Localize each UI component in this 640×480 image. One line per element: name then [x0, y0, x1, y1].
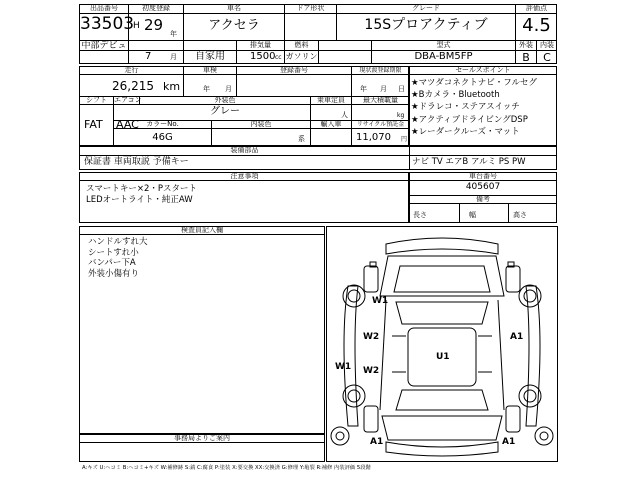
inspection-month-unit: 月 — [225, 85, 232, 93]
trunk — [382, 416, 502, 440]
int-color-unit: 系 — [298, 135, 305, 143]
displacement-label: 排気量 — [250, 41, 271, 49]
capacity-unit: 人 — [341, 111, 348, 119]
recycle-expiry-label: 現状渡登録期限 — [359, 67, 402, 74]
expiry-month-unit: 月 — [380, 85, 387, 93]
door-label: ドア形状 — [296, 4, 325, 12]
shift-value: FAT — [84, 118, 103, 131]
private-use: 自家用 — [195, 51, 225, 62]
mileage-unit: km — [163, 80, 181, 93]
damage-mark-w2-left: W2 — [363, 332, 380, 342]
inspector-label: 検査員記入欄 — [181, 226, 223, 234]
expiry-year-unit: 年 — [360, 85, 367, 93]
inspector-notes — [88, 237, 148, 279]
length-label: 長さ — [413, 211, 427, 219]
exterior-score: B — [522, 51, 530, 64]
car-name-label: 車名 — [227, 4, 241, 12]
front-bumper — [386, 238, 498, 254]
inspector-note-line: ハンドルすれ大 — [88, 237, 148, 247]
expiry-day-unit: 日 — [398, 85, 405, 93]
grade-label: グレード — [412, 4, 440, 12]
damage-mark-w1-left: W1 — [335, 362, 352, 372]
lot-label: 出品番号 — [90, 4, 118, 12]
damage-mark-u1-center: U1 — [436, 352, 450, 362]
sales-points-list — [411, 77, 557, 138]
sales-point-item: ★マツダコネクトナビ・フルセグ — [411, 78, 537, 88]
chassis-number: 405607 — [465, 182, 501, 192]
damage-mark-a1-bottom-right: A1 — [502, 437, 516, 447]
sales-points-label: セールスポイント — [455, 66, 511, 74]
damage-mark-a1-bottom-left: A1 — [370, 437, 384, 447]
width-label: 幅 — [469, 211, 476, 219]
ac-value: AAC — [116, 118, 139, 131]
color-no-label: カラーNo. — [146, 120, 179, 128]
debut-text: 中部デビュ — [81, 41, 127, 51]
lot-number: 33503 — [80, 14, 135, 34]
front-left-wheel — [364, 266, 378, 292]
reg-number-label: 登録番号 — [280, 66, 308, 74]
sales-point-item: ★ドラレコ・ステアスイッチ — [411, 102, 520, 113]
front-right-wheel — [506, 266, 520, 292]
recycle-fee-unit: 円 — [401, 136, 408, 143]
inspection-label: 車検 — [203, 66, 217, 74]
rear-right-wheel — [506, 406, 520, 432]
height-label: 高さ — [513, 211, 527, 219]
damage-mark-a1-right: A1 — [510, 332, 524, 342]
special-note-line: LEDオートライト・純正AW — [86, 195, 193, 205]
sales-point-item: ★Bカメラ・Bluetooth — [411, 90, 500, 101]
interior-label: 内装 — [540, 41, 554, 49]
damage-mark-w1-top: W1 — [372, 296, 389, 306]
mileage-value: 26,215 — [112, 79, 154, 93]
first-reg-label: 初度登録 — [142, 4, 170, 12]
inspection-year-unit: 年 — [203, 85, 210, 93]
first-reg-month: 7 — [145, 51, 152, 62]
fuel-value: ガソリン — [285, 52, 318, 61]
sales-point-item: ★アクティブドライビングDSP — [411, 114, 528, 125]
month-unit: 月 — [170, 53, 177, 61]
special-notes-label: 注意事項 — [230, 172, 259, 180]
max-load-label: 最大積載量 — [363, 96, 398, 104]
inspector-note-line: 外装小傷有り — [88, 268, 140, 279]
interior-score: C — [543, 51, 551, 64]
mileage-label: 走行 — [124, 66, 139, 74]
import-label: 輸入車 — [320, 120, 342, 128]
sales-point-item: ★レーダークルーズ・マット — [411, 126, 520, 137]
office-label: 事務局よりご案内 — [174, 434, 230, 442]
era-letter: H — [133, 21, 140, 31]
dims-label: 備考 — [476, 195, 490, 203]
score-label: 評価点 — [526, 4, 547, 12]
year-unit: 年 — [170, 30, 177, 38]
options-value: ナビ TV エアB アルミ PS PW — [412, 157, 526, 167]
int-color-label: 内装色 — [250, 120, 272, 128]
model-label: 型式 — [436, 41, 451, 49]
inspector-note-line: バンパー下A — [88, 258, 136, 268]
capacity-label: 乗車定員 — [317, 96, 345, 104]
model-value: DBA-BM5FP — [414, 51, 473, 62]
ac-label: エアコン — [114, 96, 142, 104]
grade-value: 15Sプロアクティブ — [364, 17, 488, 33]
fuel-label: 燃料 — [294, 41, 309, 49]
inspector-note-line: シートすれ小 — [88, 247, 139, 258]
car-damage-diagram — [326, 226, 558, 462]
load-unit: kg — [397, 112, 405, 119]
hood — [380, 256, 504, 296]
special-notes-text — [86, 184, 197, 206]
rear-left-wheel — [364, 406, 378, 432]
displacement-unit: cc — [275, 54, 282, 61]
chassis-label: 車台番号 — [469, 172, 497, 180]
left-rear-side-wheel — [343, 385, 365, 407]
bottom-right-wheel — [535, 427, 553, 445]
bottom-left-wheel — [331, 427, 349, 445]
shift-label: シフト — [86, 96, 107, 104]
first-reg-year: 29 — [144, 16, 164, 34]
recycle-fee-value: 11,070 — [356, 132, 391, 143]
color-no-value: 46G — [152, 132, 173, 143]
displacement-value: 1500 — [250, 51, 276, 62]
score-value: 4.5 — [522, 15, 551, 36]
windshield — [396, 302, 488, 324]
car-name: アクセラ — [208, 18, 260, 33]
exterior-label: 外装 — [519, 41, 533, 49]
color-value: グレー — [210, 106, 240, 117]
color-label: 外装色 — [214, 96, 236, 104]
equipment-value: 保証書 車両取説 予備キー — [84, 157, 189, 167]
rear-bumper — [386, 442, 498, 456]
recycle-fee-label: リサイクル預託金 — [356, 121, 405, 128]
right-rear-side-wheel — [519, 385, 541, 407]
rear-window — [396, 390, 488, 410]
damage-mark-w2-right: W2 — [363, 366, 380, 376]
footer-legend: A:キズ U:ヘコミ B:ヘコミ+キズ W:補修跡 S:錆 C:腐食 P:塗装 X:要交換 XX:交換済 G:修理 Y:亀裂 R:補修 内装評価 5段階 — [82, 465, 371, 471]
equipment-label: 装備部品 — [230, 146, 259, 154]
special-note-line: スマートキー×2・Pスタート — [86, 184, 197, 194]
